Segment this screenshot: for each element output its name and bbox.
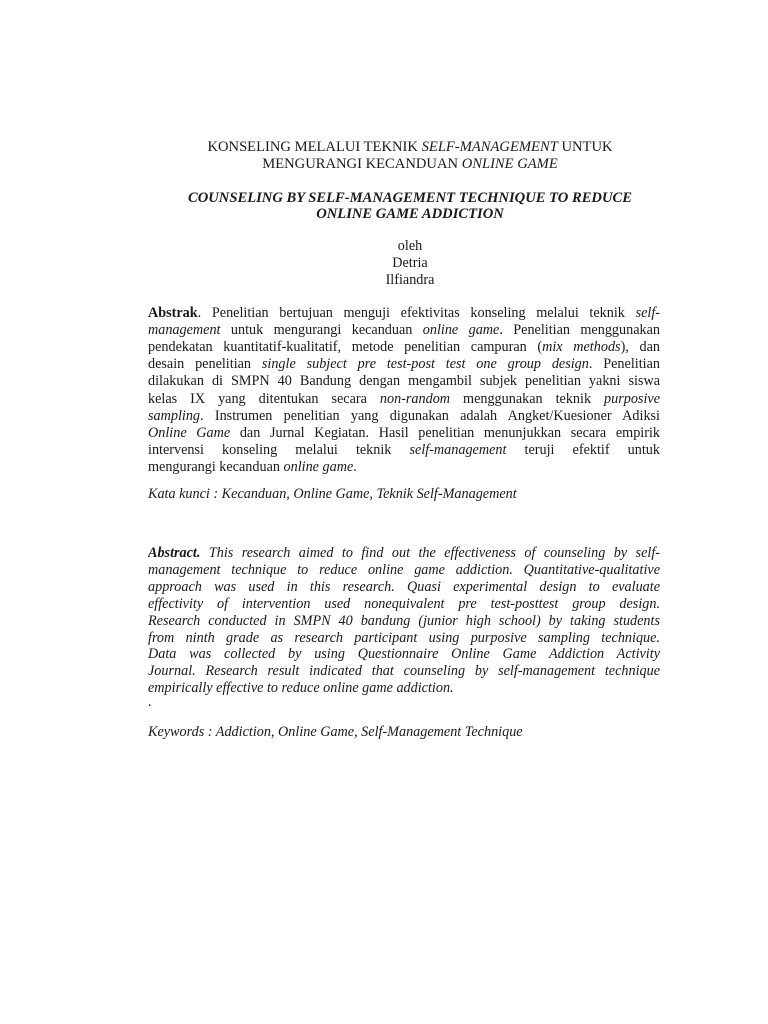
text-line — [148, 694, 660, 711]
text-segment: . Penelitian bertujuan menguji efektivitas konseling melalui teknik — [197, 305, 636, 321]
text-line — [148, 442, 660, 459]
text-segment: single subject pre test-post test one group design — [261, 356, 589, 373]
text-segment: sampling — [148, 407, 201, 424]
text-segment: UNTUK — [557, 139, 613, 155]
text-segment: non-random — [379, 390, 451, 407]
text-segment: Online Game — [148, 424, 231, 441]
text-line — [148, 724, 660, 741]
text-line — [148, 646, 660, 663]
text-segment: . Instrumen penelitian yang digunakan adalah Angket/Kuesioner Adiksi — [200, 407, 660, 424]
text-segment: ), dan — [620, 339, 660, 356]
text-segment: MENGURANGI KECANDUAN — [262, 156, 462, 172]
text-segment: management technique to reduce online game addiction. Quantitative-qualitative — [148, 561, 660, 578]
text-line — [148, 322, 660, 339]
text-segment: Keywords : Addiction, Online Game, Self-Management Technique — [148, 724, 523, 740]
text-line — [148, 373, 660, 390]
text-line — [148, 339, 660, 356]
text-segment: Abstract. — [148, 545, 201, 561]
text-segment: online game — [422, 322, 500, 339]
text-segment: desain penelitian — [148, 356, 262, 373]
text-line — [148, 545, 660, 562]
text-segment: menggunakan teknik — [450, 390, 605, 407]
text-segment: mix methods — [542, 339, 621, 356]
text-line — [148, 459, 660, 476]
text-line — [148, 562, 660, 579]
text-segment: ONLINE GAME — [461, 156, 558, 172]
text-segment: mengurangi kecanduan — [148, 458, 284, 475]
text-segment: Journal. Research result indicated that counseling by self-management technique — [148, 663, 660, 680]
text-segment: . Penelitian menggunakan — [499, 322, 660, 339]
text-segment: COUNSELING BY SELF-MANAGEMENT TECHNIQUE TO REDUCE — [188, 190, 632, 206]
text-segment: dan Jurnal Kegiatan. Hasil penelitian menunjukkan secara empirik — [230, 424, 660, 441]
text-segment: teruji efektif untuk — [506, 441, 660, 458]
text-segment: SELF-MANAGEMENT — [421, 139, 558, 155]
title-line — [100, 190, 720, 207]
byline-oleh: oleh — [397, 238, 423, 254]
text-line — [148, 663, 660, 680]
text-segment: self- — [635, 305, 660, 321]
text-segment: KONSELING MELALUI TEKNIK — [207, 139, 422, 155]
text-line — [148, 579, 660, 596]
text-segment: intervensi konseling melalui teknik — [148, 441, 410, 458]
text-line — [148, 425, 660, 442]
text-segment: approach was used in this research. Quasi experimental design to evaluate — [148, 578, 660, 595]
text-line — [148, 630, 660, 647]
text-segment: dilakukan di SMPN 40 Bandung dengan mengambil subjek penelitian yakni siswa — [148, 373, 660, 390]
text-line — [148, 613, 660, 630]
text-line — [148, 596, 660, 613]
title-line — [100, 139, 720, 156]
text-segment: management — [148, 322, 221, 339]
text-segment: Research conducted in SMPN 40 bandung (junior high school) by taking students — [148, 612, 660, 629]
text-segment: This research aimed to find out the effectiveness of counseling by self- — [200, 545, 660, 561]
author-name: Ilfiandra — [385, 272, 435, 288]
text-line — [148, 486, 660, 503]
text-segment: kelas IX yang ditentukan secara — [148, 390, 380, 407]
text-segment: . Penelitian — [588, 356, 660, 373]
text-segment: untuk mengurangi kecanduan — [220, 322, 423, 339]
text-line — [148, 391, 660, 408]
text-line — [148, 408, 660, 425]
text-segment: online game — [283, 458, 354, 475]
author-name: Detria — [392, 255, 428, 271]
title-line — [100, 156, 720, 173]
text-segment: purposive — [604, 390, 660, 407]
text-segment: empirically effective to reduce online game addiction. — [148, 680, 454, 697]
text-segment: ONLINE GAME ADDICTION — [316, 206, 504, 222]
text-segment: Data was collected by using Questionnaire Online Game Addiction Activity — [148, 646, 660, 663]
text-segment: Abstrak — [148, 305, 198, 321]
text-segment: effectivity of intervention used nonequivalent pre test-posttest group design. — [148, 595, 660, 612]
text-segment: pendekatan kuantitatif-kualitatif, metode penelitian campuran ( — [148, 339, 543, 356]
text-segment: self-management — [409, 441, 507, 458]
text-line — [148, 356, 660, 373]
title-line — [100, 206, 720, 223]
text-segment: . — [353, 458, 357, 475]
text-segment: Kata kunci : Kecanduan, Online Game, Teknik Self-Management — [148, 486, 517, 502]
text-line — [148, 305, 660, 322]
text-segment: . — [148, 694, 152, 710]
text-segment: from ninth grade as research participant using purposive sampling technique. — [148, 629, 660, 646]
